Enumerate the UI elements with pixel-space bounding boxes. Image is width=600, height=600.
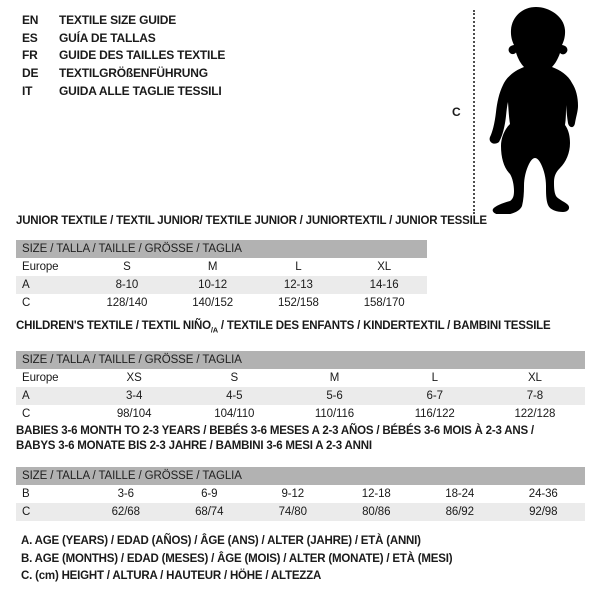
- table-size-header: SIZE / TALLA / TAILLE / GRÖSSE / TAGLIA: [16, 240, 427, 258]
- height-dotted-line: [473, 10, 475, 214]
- table-cell: 12-18: [361, 488, 391, 500]
- table-size-header: SIZE / TALLA / TAILLE / GRÖSSE / TAGLIA: [16, 467, 585, 485]
- table-cell: 92/98: [529, 506, 558, 518]
- row-label: B: [22, 488, 30, 500]
- table-cell: 3-4: [125, 390, 143, 403]
- table-row: [16, 485, 585, 503]
- lang-code: ES: [22, 30, 38, 45]
- lang-row-es: [22, 29, 225, 47]
- size-table-junior: [16, 240, 427, 312]
- note-age-years: A. AGE (YEARS) / EDAD (AÑOS) / ÂGE (ANS) / ALTER (JAHRE) / ETÀ (ANNI): [21, 535, 421, 547]
- table-cell: 5-6: [326, 390, 343, 403]
- language-title-block: [22, 11, 225, 99]
- table-cell: 9-12: [281, 488, 305, 500]
- lang-label: GUIDA ALLE TAGLIE TESSILI: [59, 83, 222, 98]
- table-cell: 68/74: [195, 506, 224, 518]
- table-cell: XS: [126, 372, 142, 385]
- section-childrens-textile: [16, 319, 585, 423]
- table-cell: XL: [527, 372, 542, 385]
- table-cell: 62/68: [111, 506, 140, 518]
- table-cell: 140/152: [192, 297, 234, 309]
- note-age-months: B. AGE (MONTHS) / EDAD (MESES) / ÂGE (MOIS) / ALTER (MONATE) / ETÀ (MESI): [21, 552, 453, 565]
- table-cell: 104/110: [214, 408, 255, 421]
- table-cell: 3-6: [117, 488, 134, 500]
- lang-label: TEXTILGRÖßENFÜHRUNG: [59, 65, 208, 80]
- table-cell: 158/170: [363, 297, 405, 309]
- table-cell: S: [123, 261, 131, 273]
- section-title-line: BABYS 3-6 MONATE BIS 2-3 JAHRE / BAMBINI 3-6 MESI A 2-3 ANNI: [16, 440, 372, 452]
- section-title: [16, 424, 585, 454]
- height-measure-figure: [440, 0, 600, 220]
- table-cell: XL: [377, 261, 392, 273]
- table-cell: 6-7: [426, 390, 443, 403]
- lang-row-en: [22, 11, 225, 29]
- lang-code: EN: [22, 12, 39, 27]
- lang-code: FR: [22, 48, 38, 63]
- section-title-line: BABIES 3-6 MONTH TO 2-3 YEARS / BEBÉS 3-6 MESES A 2-3 AÑOS / BÉBÉS 3-6 MOIS À 2-3 ANS /: [16, 425, 534, 437]
- table-cell: 80/86: [362, 506, 391, 518]
- lang-label: TEXTILE SIZE GUIDE: [59, 12, 177, 27]
- section-title: [16, 214, 487, 229]
- table-cell: 18-24: [445, 488, 475, 500]
- table-row: [16, 405, 585, 423]
- table-row: [16, 294, 427, 312]
- table-cell: 12-13: [283, 279, 313, 291]
- baby-silhouette-icon: [486, 7, 586, 214]
- table-size-header: SIZE / TALLA / TAILLE / GRÖSSE / TAGLIA: [16, 351, 585, 369]
- table-cell: 152/158: [277, 297, 319, 309]
- lang-code: IT: [22, 83, 33, 98]
- row-label: A: [22, 390, 30, 403]
- table-cell: 86/92: [445, 506, 474, 518]
- table-cell: S: [230, 372, 239, 385]
- section-babies-textile: [16, 424, 585, 521]
- size-table-babies: [16, 467, 585, 521]
- lang-label: GUÍA DE TALLAS: [59, 30, 156, 45]
- table-cell: L: [431, 372, 438, 385]
- table-cell: 98/104: [116, 408, 152, 421]
- row-label: C: [22, 408, 31, 421]
- lang-code: DE: [22, 65, 39, 80]
- table-cell: 8-10: [115, 279, 139, 291]
- table-cell: 4-5: [226, 390, 243, 403]
- section-junior-textile: [16, 214, 487, 312]
- lang-label: GUIDE DES TAILLES TEXTILE: [59, 48, 226, 63]
- note-height-cm: C. (cm) HEIGHT / ALTURA / HAUTEUR / HÖHE / ALTEZZA: [21, 570, 322, 582]
- table-row: [16, 258, 427, 276]
- table-row: [16, 387, 585, 405]
- table-cell: 122/128: [514, 408, 556, 421]
- lang-row-it: [22, 82, 225, 100]
- table-cell: 24-36: [528, 488, 558, 500]
- table-cell: L: [295, 261, 302, 273]
- table-cell: M: [207, 261, 218, 273]
- section-title-line: JUNIOR TEXTILE / TEXTIL JUNIOR/ TEXTILE JUNIOR / JUNIORTEXTIL / JUNIOR TESSILE: [16, 215, 487, 227]
- table-row: [16, 276, 427, 294]
- lang-row-de: [22, 64, 225, 82]
- section-title: [16, 319, 585, 337]
- table-cell: 7-8: [526, 390, 544, 403]
- row-label: Europe: [22, 372, 59, 385]
- table-cell: 6-9: [201, 488, 218, 500]
- table-cell: 110/116: [314, 408, 355, 421]
- row-label: Europe: [22, 261, 59, 273]
- row-label: C: [22, 297, 31, 309]
- legend-notes: [21, 533, 452, 586]
- row-label: C: [22, 506, 31, 518]
- table-cell: 10-12: [198, 279, 228, 291]
- row-label: A: [22, 279, 30, 291]
- table-cell: 116/122: [414, 408, 455, 421]
- table-cell: 14-16: [369, 279, 399, 291]
- height-measure-label: C: [452, 105, 461, 119]
- table-row: [16, 503, 585, 521]
- table-cell: 74/80: [278, 506, 307, 518]
- section-title-line: CHILDREN'S TEXTILE / TEXTIL $NIÑO_{/A}$ / TEXTILE DES ENFANTS / KINDERTEXTIL / BAMBINI TESSILE: [16, 320, 551, 335]
- table-cell: M: [329, 372, 340, 385]
- table-cell: 128/140: [106, 297, 148, 309]
- size-table-children: [16, 351, 585, 423]
- table-row: [16, 369, 585, 387]
- lang-row-fr: [22, 46, 225, 64]
